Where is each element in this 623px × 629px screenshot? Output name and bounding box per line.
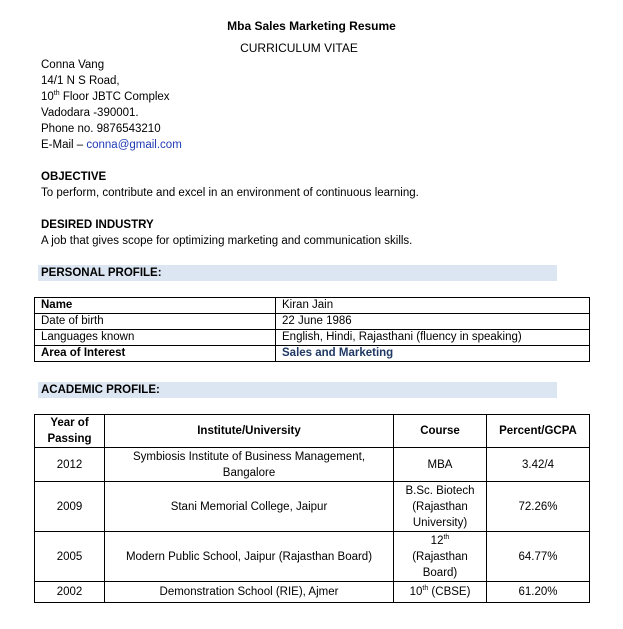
floor-suffix: th [53,90,60,98]
table-row [35,314,590,330]
contact-email-row [41,137,182,153]
year-cell: 2012 [35,448,105,482]
row-value: 22 June 1986 [276,314,590,330]
course-cell [394,582,487,603]
contact-address-line2 [41,89,182,105]
column-header: Percent/GCPA [487,415,590,448]
email-label: E-Mail – [41,139,87,151]
course-board: (Rajasthan Board) [412,550,468,579]
floor-rest: Floor JBTC Complex [59,91,170,103]
personal-profile-heading: PERSONAL PROFILE: [38,265,557,281]
course-number: 10 [409,586,423,598]
course-number: 12 [430,534,444,547]
contact-name: Conna Vang [41,59,105,71]
contact-block [41,57,182,153]
academic-profile-heading: ACADEMIC PROFILE: [38,382,557,398]
contact-phone: Phone no. 9876543210 [41,123,161,135]
academic-profile-table [34,414,590,603]
table-row [35,298,590,314]
row-label: Name [35,298,276,314]
year-cell: 2005 [35,532,105,582]
table-row [35,330,590,346]
row-value: Sales and Marketing [276,346,590,362]
percent-cell: 64.77% [487,532,590,582]
row-label: Area of Interest [35,346,276,362]
row-value: Kiran Jain [276,298,590,314]
course-cell [394,532,487,582]
percent-cell: 3.42/4 [487,448,590,482]
table-header-row [35,415,590,448]
contact-address-line1: 14/1 N S Road, [41,75,120,87]
table-row [35,532,590,582]
year-cell: 2009 [35,482,105,532]
table-row [35,448,590,482]
personal-profile-table [34,297,590,362]
objective-text: To perform, contribute and excel in an environment of continuous learning. [41,187,419,199]
column-header: Course [394,415,487,448]
course-board: (CBSE) [428,586,471,598]
course-suffix: th [422,585,429,593]
institute-cell: Symbiosis Institute of Business Management, Bangalore [105,448,394,482]
document-title: Mba Sales Marketing Resume [227,19,396,33]
document-subtitle: CURRICULUM VITAE [240,41,358,55]
institute-cell: Demonstration School (RIE), Ajmer [105,582,394,603]
table-row [35,582,590,603]
year-cell: 2002 [35,582,105,603]
percent-cell: 61.20% [487,582,590,603]
contact-city: Vadodara -390001. [41,107,139,119]
column-header: Institute/University [105,415,394,448]
percent-cell: 72.26% [487,482,590,532]
table-row [35,482,590,532]
email-link[interactable]: conna@gmail.com [86,139,182,151]
institute-cell: Modern Public School, Jaipur (Rajasthan Board) [105,532,394,582]
desired-industry-text: A job that gives scope for optimizing marketing and communication skills. [41,235,413,247]
row-label: Languages known [35,330,276,346]
objective-heading: OBJECTIVE [41,171,107,183]
table-row [35,346,590,362]
floor-number: 10 [41,91,54,103]
column-header: Year of Passing [35,415,105,448]
desired-industry-heading: DESIRED INDUSTRY [41,219,154,231]
row-label: Date of birth [35,314,276,330]
course-cell: MBA [394,448,487,482]
course-suffix: th [443,533,450,541]
row-value: English, Hindi, Rajasthani (fluency in speaking) [276,330,590,346]
course-cell: B.Sc. Biotech (Rajasthan University) [394,482,487,532]
institute-cell: Stani Memorial College, Jaipur [105,482,394,532]
